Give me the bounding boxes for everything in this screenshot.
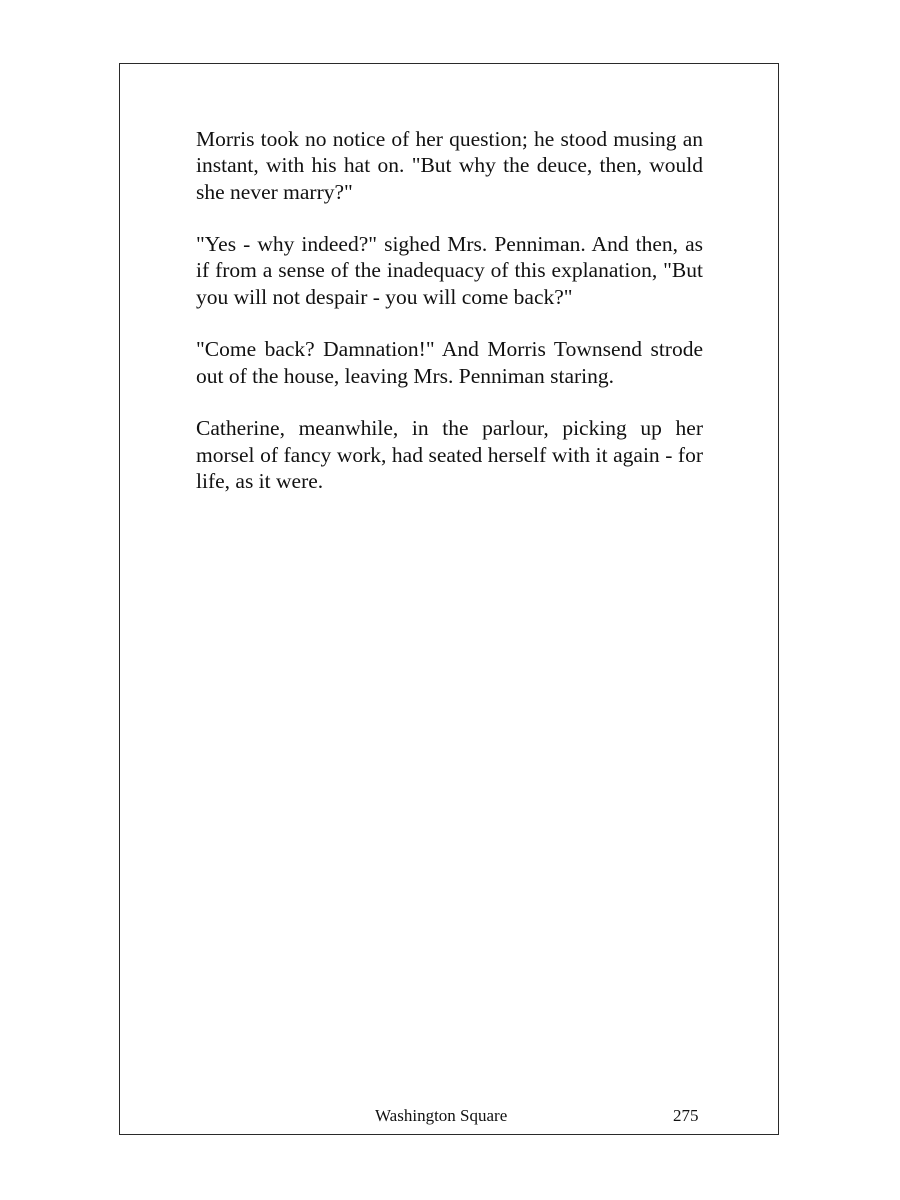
footer-book-title: Washington Square [375, 1106, 508, 1125]
paragraph-1: Morris took no notice of her question; he stood musing an instant, with his hat on. "But why the deuce, then, would she never marry?" [196, 127, 703, 204]
body-text [196, 126, 703, 520]
footer-page-number: 275 [673, 1106, 699, 1125]
paragraph-3: "Come back? Damnation!" And Morris Townsend strode out of the house, leaving Mrs. Penniman staring. [196, 337, 703, 388]
paragraph-2: "Yes - why indeed?" sighed Mrs. Penniman. And then, as if from a sense of the inadequacy of this explanation, "But you will not despair - you will come back?" [196, 232, 703, 309]
paragraph-4: Catherine, meanwhile, in the parlour, picking up her morsel of fancy work, had seated herself with it again - for life, as it were. [196, 416, 703, 493]
